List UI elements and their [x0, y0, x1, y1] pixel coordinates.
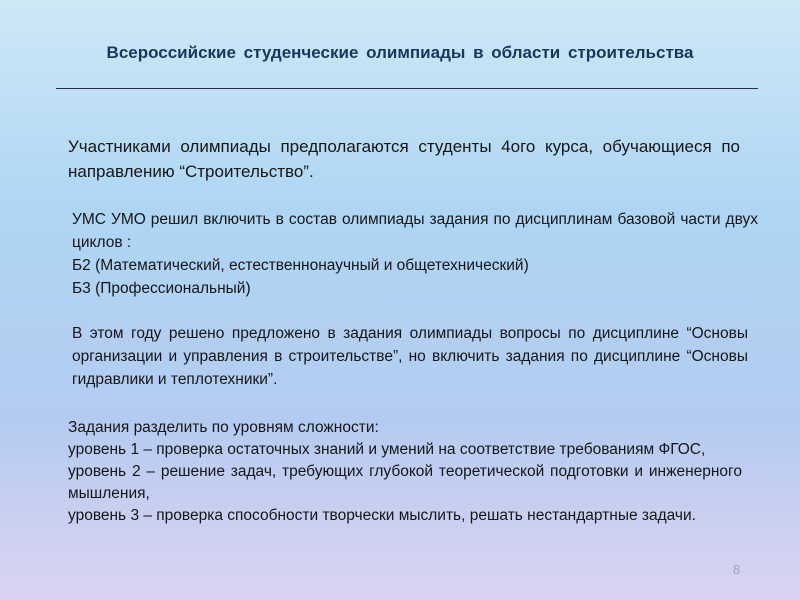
levels-paragraph	[68, 417, 742, 527]
levels-heading: Задания разделить по уровням сложности:	[68, 419, 379, 436]
level-1: уровень 1 – проверка остаточных знаний и умений на соответствие требованиям ФГОС,	[68, 441, 706, 458]
cycle-b3: Б3 (Профессиональный)	[72, 280, 251, 297]
participants-paragraph	[68, 134, 740, 184]
participants-text: Участниками олимпиады предполагаются студенты 4ого курса, обучающиеся по направлению “Строительство”.	[68, 137, 740, 181]
title-divider	[56, 88, 758, 89]
ums-umo-paragraph	[72, 208, 758, 300]
this-year-paragraph	[72, 322, 748, 391]
cycle-b2: Б2 (Математический, естественнонаучный и общетехнический)	[72, 257, 529, 274]
level-3: уровень 3 – проверка способности творчески мыслить, решать нестандартные задачи.	[68, 507, 696, 524]
slide-title: Всероссийские студенческие олимпиады в области строительства	[106, 43, 694, 62]
level-2: уровень 2 – решение задач, требующих глубокой теоретической подготовки и инженерного мышления,	[68, 463, 742, 502]
ums-umo-intro: УМС УМО решил включить в состав олимпиады задания по дисциплинам базовой части двух циклов :	[72, 211, 758, 251]
page-number: 8	[733, 562, 741, 577]
this-year-text: В этом году решено предложено в задания олимпиады вопросы по дисциплине “Основы организации и управления в строительстве”, но включить задания по дисциплине “Основы гидравлики и теплотехники”.	[72, 325, 748, 388]
